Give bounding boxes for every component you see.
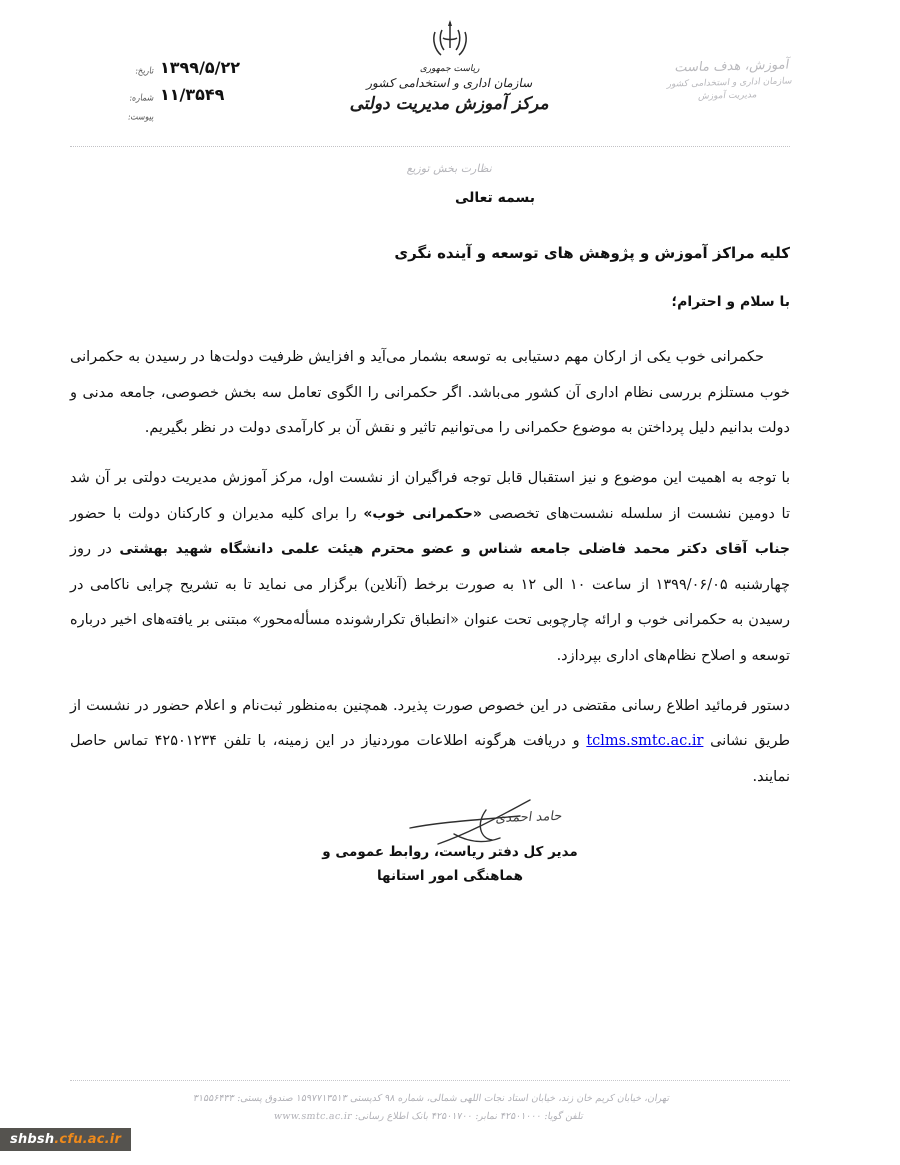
paragraph-2-part-3: در روز چهارشنبه ۱۳۹۹/۰۶/۰۵ از ساعت ۱۰ الی ۱۲ به صورت برخط (آنلاین) برگزار می نماید تا به تشریح چرایی ناکامی در رسیدن به حکمرانی خوب و ارائه چارچوبی تحت عنوان «انطباق تکرارشونده مسأله‌محور» مبتنی بر یافته‌های اخیر درباره توسعه و اصلاح نظام‌های اداری بپردازد. <box>70 541 790 664</box>
stamp-line-1: آموزش، هدف ماست <box>673 57 791 76</box>
signer-title-line-1: مدیر کل دفتر ریاست، روابط عمومی و <box>322 844 578 860</box>
footer-divider <box>70 1080 790 1081</box>
bismillah-heading: بسمه تعالی <box>454 190 536 206</box>
paragraph-3-part-2: و دریافت هرگونه اطلاعات موردنیاز در این زمینه، با تلفن <box>216 733 587 750</box>
attachment-label: پیوست: <box>127 111 155 122</box>
meta-row-attachment <box>120 112 255 139</box>
stamp-line-2: سازمان اداری و استخدامی کشور <box>666 76 793 90</box>
letterhead <box>290 18 610 116</box>
header-divider <box>70 146 790 147</box>
signature-block <box>280 808 620 889</box>
handwritten-signature-name: حامد احمدی <box>494 808 564 827</box>
paragraph-3 <box>70 689 790 796</box>
office-stamp <box>656 56 803 105</box>
number-label: شماره: <box>128 92 155 103</box>
meta-row-date <box>120 58 255 85</box>
paragraph-1: حکمرانی خوب یکی از ارکان مهم دستیابی به توسعه بشمار می‌آید و افزایش ظرفیت دولت‌ها در رسیدن به حکمرانی خوب مستلزم بررسی نظام اداری آن کشور می‌باشد. اگر حکمرانی را الگوی تعامل سه بخش خصوصی، جامعه مدنی و دولت بدانیم دلیل پرداختن به موضوع حکمرانی را می‌توانیم تاثیر و نقش آن بر کارآمدی دولت در نظر بگیریم. <box>70 349 790 437</box>
paragraph-2-part-1: با توجه به اهمیت این موضوع و نیز استقبال قابل توجه فراگیران از نشست اول، مرکز آموزش مدیریت دولتی بر آن شد تا دومین نشست از سلسله نشست‌های تخصصی <box>70 470 790 522</box>
paragraph-3-part-1: دستور فرمائید اطلاع رسانی مقتضی در این خصوص صورت پذیرد. همچنین به‌منظور ثبت‌نام و اعلام حضور در نشست از طریق نشانی <box>70 697 790 750</box>
date-value: ۱۳۹۹/۵/۲۲ <box>160 58 241 77</box>
letterhead-line-1: ریاست جمهوری <box>419 64 481 74</box>
letter-body <box>70 190 790 809</box>
letter-footer <box>67 1090 793 1126</box>
number-value: ۱۱/۳۵۴۹ <box>160 85 225 104</box>
paragraph-3-part-3: تماس حاصل نمایند. <box>70 733 790 785</box>
footer-contact-text: تلفن گویا: ۴۲۵۰۱۰۰۰ نمابر: ۴۲۵۰۱۷۰۰ بانک اطلاع رسانی: <box>354 1111 585 1123</box>
registration-link[interactable]: tclms.smtc.ac.ir <box>586 733 704 750</box>
signer-title-line-2: هماهنگی امور استانها <box>376 868 523 885</box>
document-meta-block <box>120 58 255 139</box>
paragraph-2-bold-topic: «حکمرانی خوب» <box>363 505 482 522</box>
footer-website: www.smtc.ac.ir <box>273 1111 353 1123</box>
addressee-line: کلیه مراکز آموزش و پژوهش های توسعه و آینده نگری <box>394 244 790 262</box>
stamp-line-3: مدیریت آموزش <box>697 90 758 102</box>
watermark-suffix: .cfu.ac.ir <box>54 1132 122 1147</box>
date-label: تاریخ: <box>134 65 155 76</box>
contact-phone: ۴۲۵۰۱۲۳۴ <box>154 733 217 750</box>
letter-header <box>0 0 900 150</box>
iran-emblem-icon <box>429 18 471 62</box>
watermark-prefix: shbsh <box>10 1132 55 1147</box>
footer-contact-line <box>67 1108 790 1126</box>
routing-note: نظارت بخش توزیع <box>405 162 495 175</box>
letterhead-line-2: سازمان اداری و استخدامی کشور <box>365 76 535 91</box>
paragraph-2-bold-speaker: جناب آقای دکتر محمد فاضلی جامعه شناس و عضو محترم هیئت علمی دانشگاه شهید بهشتی <box>119 541 790 558</box>
paragraph-2 <box>70 461 790 674</box>
meta-row-number <box>120 85 255 112</box>
paragraph-2-part-2: را برای کلیه مدیران و کارکنان دولت با حضور <box>70 505 364 522</box>
site-watermark <box>0 1128 131 1151</box>
salutation-line: با سلام و احترام؛ <box>671 294 790 310</box>
letterhead-line-3: مرکز آموزش مدیریت دولتی <box>348 94 552 115</box>
footer-address-line: تهران، خیابان کریم خان زند، خیابان استاد نجات اللهی شمالی، شماره ۹۸ کدپستی ۱۵۹۷۷۱۳۵۱۳ صندوق پستی: ۳۱۵۵۶۴۳۳ <box>192 1093 671 1104</box>
